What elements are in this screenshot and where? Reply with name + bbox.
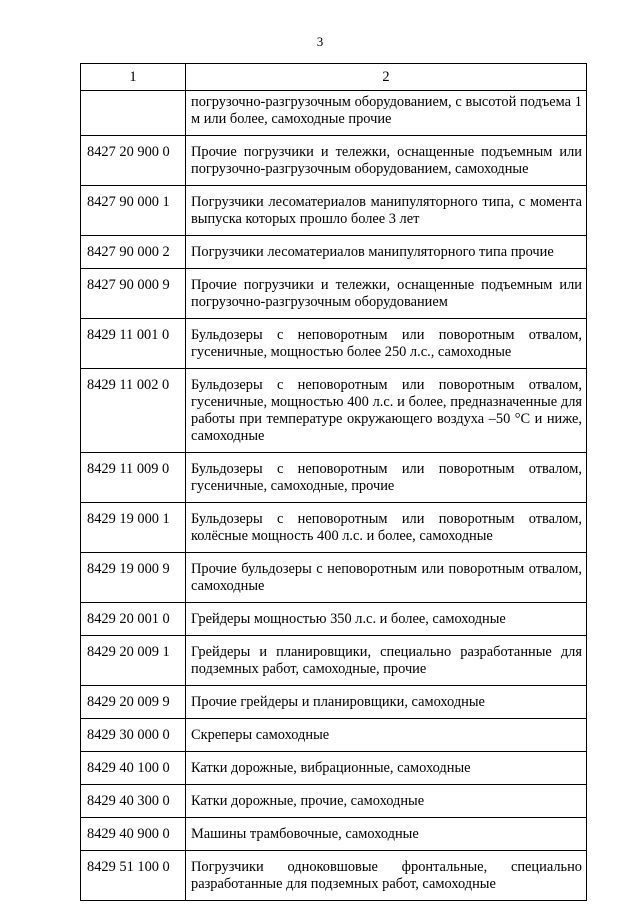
tnved-code-cell: 8429 51 100 0 bbox=[81, 851, 186, 901]
table-row bbox=[81, 818, 587, 851]
table-row bbox=[81, 136, 587, 186]
tnved-code-cell: 8427 90 000 9 bbox=[81, 269, 186, 319]
description-cell: Погрузчики лесоматериалов манипуляторного типа прочие bbox=[186, 236, 587, 269]
description-cell: погрузочно-разгрузочным оборудованием, с высотой подъема 1 м или более, самоходные прочие bbox=[186, 91, 587, 136]
table-row bbox=[81, 91, 587, 136]
tnved-code-cell: 8427 90 000 1 bbox=[81, 186, 186, 236]
page-number: 3 bbox=[316, 34, 324, 49]
description-cell: Скреперы самоходные bbox=[186, 719, 587, 752]
description-cell: Погрузчики одноковшовые фронтальные, специально разработанные для подземных работ, самоходные bbox=[186, 851, 587, 901]
tnved-code-cell: 8427 20 900 0 bbox=[81, 136, 186, 186]
description-cell: Катки дорожные, вибрационные, самоходные bbox=[186, 752, 587, 785]
description-cell: Бульдозеры с неповоротным или поворотным отвалом, гусеничные, мощностью 400 л.с. и более, предназначенные для работы при температуре окружающего воздуха –50 °С и ниже, самоходные bbox=[186, 369, 587, 453]
table-row bbox=[81, 319, 587, 369]
table-row bbox=[81, 752, 587, 785]
tnved-code-cell: 8429 40 900 0 bbox=[81, 818, 186, 851]
tnved-code-cell: 8429 11 009 0 bbox=[81, 453, 186, 503]
code-table bbox=[80, 63, 587, 901]
tnved-code-cell bbox=[81, 91, 186, 136]
table-row bbox=[81, 503, 587, 553]
table-row bbox=[81, 851, 587, 901]
tnved-code-cell: 8429 20 001 0 bbox=[81, 603, 186, 636]
tnved-code-cell: 8429 19 000 1 bbox=[81, 503, 186, 553]
tnved-code-cell: 8429 30 000 0 bbox=[81, 719, 186, 752]
description-cell: Машины трамбовочные, самоходные bbox=[186, 818, 587, 851]
description-cell: Погрузчики лесоматериалов манипуляторного типа, с момента выпуска которых прошло более 3 лет bbox=[186, 186, 587, 236]
tnved-code-cell: 8429 40 100 0 bbox=[81, 752, 186, 785]
tnved-code-cell: 8429 20 009 9 bbox=[81, 686, 186, 719]
column-header-description: 2 bbox=[186, 64, 587, 91]
table-row bbox=[81, 686, 587, 719]
table-row bbox=[81, 785, 587, 818]
tnved-code-cell: 8429 11 001 0 bbox=[81, 319, 186, 369]
description-cell: Бульдозеры с неповоротным или поворотным отвалом, гусеничные, самоходные, прочие bbox=[186, 453, 587, 503]
description-cell: Катки дорожные, прочие, самоходные bbox=[186, 785, 587, 818]
tnved-code-cell: 8429 20 009 1 bbox=[81, 636, 186, 686]
tnved-code-cell: 8427 90 000 2 bbox=[81, 236, 186, 269]
tnved-code-cell: 8429 19 000 9 bbox=[81, 553, 186, 603]
description-cell: Прочие бульдозеры с неповоротным или поворотным отвалом, самоходные bbox=[186, 553, 587, 603]
description-cell: Бульдозеры с неповоротным или поворотным отвалом, колёсные мощность 400 л.с. и более, самоходные bbox=[186, 503, 587, 553]
description-cell: Грейдеры и планировщики, специально разработанные для подземных работ, самоходные, прочие bbox=[186, 636, 587, 686]
tnved-code-cell: 8429 40 300 0 bbox=[81, 785, 186, 818]
description-cell: Прочие погрузчики и тележки, оснащенные подъемным или погрузочно-разгрузочным оборудованием bbox=[186, 269, 587, 319]
table-row bbox=[81, 453, 587, 503]
column-header-code: 1 bbox=[81, 64, 186, 91]
table-row bbox=[81, 186, 587, 236]
table-row bbox=[81, 719, 587, 752]
table-row bbox=[81, 553, 587, 603]
table-row bbox=[81, 236, 587, 269]
table-row bbox=[81, 269, 587, 319]
table-header-row bbox=[81, 64, 587, 91]
description-cell: Прочие грейдеры и планировщики, самоходные bbox=[186, 686, 587, 719]
description-cell: Бульдозеры с неповоротным или поворотным отвалом, гусеничные, мощностью более 250 л.с., самоходные bbox=[186, 319, 587, 369]
table-row bbox=[81, 603, 587, 636]
table-row bbox=[81, 369, 587, 453]
description-cell: Грейдеры мощностью 350 л.с. и более, самоходные bbox=[186, 603, 587, 636]
table-row bbox=[81, 636, 587, 686]
tnved-code-cell: 8429 11 002 0 bbox=[81, 369, 186, 453]
description-cell: Прочие погрузчики и тележки, оснащенные подъемным или погрузочно-разгрузочным оборудованием, самоходные bbox=[186, 136, 587, 186]
